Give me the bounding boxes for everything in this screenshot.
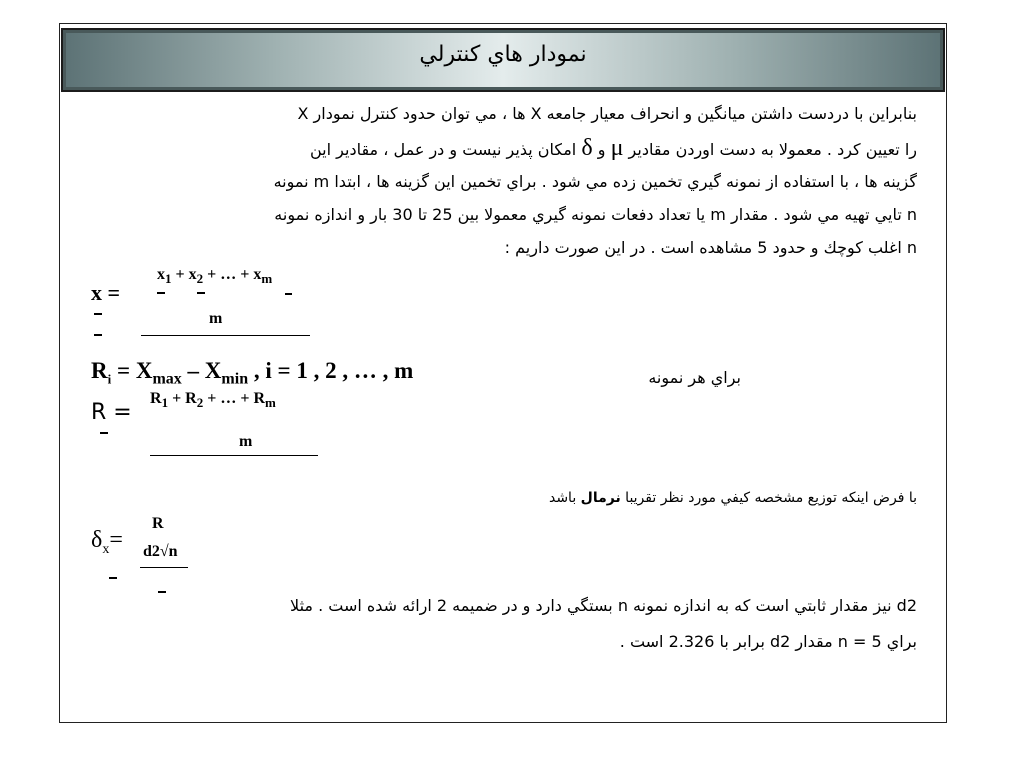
- range-i-sub: i: [107, 371, 112, 387]
- rbar-lhs: R =: [91, 400, 132, 425]
- paragraph-line-1: بنابراين با دردست داشتن ميانگين و انحراف معيار جامعه X ها ، مي توان حدود كنترل نمودار X: [297, 104, 917, 123]
- xbar-num-x1: x: [157, 266, 165, 283]
- rbar-num-sub-2: 2: [196, 395, 204, 411]
- sigma-lhs: [91, 527, 123, 558]
- rbar-num-sub-1: 1: [161, 395, 169, 411]
- rbar-denominator: m: [239, 433, 253, 450]
- mu-symbol: μ: [610, 135, 624, 161]
- xbar-dash-2: [94, 334, 102, 336]
- sigma-denominator: d2√n: [143, 543, 178, 560]
- xbar-num-dash-1: [157, 292, 165, 294]
- xbar-numerator: [157, 266, 272, 287]
- xbar-num-x2: + x: [175, 266, 197, 283]
- xbar-num-sub-m: m: [261, 271, 273, 287]
- title-bar: [61, 28, 945, 92]
- range-note: براي هر نمونه: [648, 368, 741, 387]
- rbar-num-r1: R: [150, 390, 162, 407]
- range-minus: – X: [187, 358, 222, 383]
- range-min-sub: min: [221, 370, 249, 388]
- sigma-dash-2: [158, 591, 166, 593]
- rbar-dash: [100, 432, 108, 434]
- xbar-num-sub-1: 1: [165, 271, 172, 287]
- rbar-num-sub-m: m: [265, 395, 276, 411]
- paragraph-line-5: n اغلب كوچك و حدود 5 مشاهده است . در اين صورت داريم :: [504, 238, 917, 257]
- rbar-num-rm: + … + R: [207, 390, 266, 407]
- xbar-dash: [94, 313, 102, 315]
- xbar-num-dash-m: [285, 293, 292, 295]
- paragraph-line-4: n تايي تهيه مي شود . مقدار m يا تعداد دفعات نمونه گيري معمولا بين 25 تا 30 بار و اندازه نمونه: [274, 205, 917, 224]
- rbar-numerator: [150, 390, 276, 411]
- paragraph-line-2: [310, 131, 917, 167]
- range-formula: [91, 358, 413, 389]
- sigma-x-sub: x: [102, 541, 110, 557]
- paragraph-line-2b: امكان پذير نيست و در عمل ، مقادير اين: [310, 140, 577, 159]
- paragraph-line-3: گزينه ها ، با استفاده از نمونه گيري تخمين زده مي شود . براي تخمين اين گزينه ها ، ابتدا m نمونه: [273, 172, 917, 191]
- xbar-num-dash-2: [197, 292, 205, 294]
- sigma-eq: =: [109, 527, 123, 553]
- range-tail: , i = 1 , 2 , … , m: [253, 358, 414, 383]
- sigma-numerator: R: [152, 515, 164, 532]
- normal-note-bold: نرمال: [580, 490, 621, 506]
- normal-note-text-b: باشد: [548, 490, 577, 506]
- slide-title: نمودار هاي كنترلي: [419, 42, 587, 67]
- range-eq: = X: [117, 358, 153, 383]
- paragraph-line-2a: را تعيين كرد . معمولا به دست اوردن مقادير: [628, 140, 917, 159]
- sigma-delta: δ: [91, 527, 103, 553]
- xbar-lhs: x =: [91, 280, 121, 305]
- range-max-sub: max: [152, 370, 182, 388]
- normal-note-text-a: با فرض اينكه توزيع مشخصه كيفي مورد نظر تقريبا: [625, 490, 917, 506]
- d2-note-line-2: براي n = 5 مقدار d2 برابر با 2.326 است .: [619, 632, 917, 651]
- rbar-fraction-bar: [150, 455, 318, 456]
- d2-note-line-1: d2 نيز مقدار ثابتي است كه به اندازه نمونه n بستگي دارد و در ضميمه 2 ارائه شده است . مثلا: [290, 596, 917, 615]
- xbar-num-sub-2: 2: [196, 271, 204, 287]
- normal-note: [549, 481, 917, 515]
- xbar-denominator: m: [209, 310, 223, 327]
- rbar-num-r2: + R: [172, 390, 197, 407]
- delta-symbol: δ: [581, 135, 593, 161]
- and-word: و: [597, 140, 606, 159]
- xbar-num-xm: + … + x: [207, 266, 262, 283]
- xbar-fraction-bar: [141, 335, 310, 336]
- range-R: R: [91, 358, 108, 383]
- sigma-dash: [109, 577, 117, 579]
- sigma-fraction-bar: [140, 567, 188, 568]
